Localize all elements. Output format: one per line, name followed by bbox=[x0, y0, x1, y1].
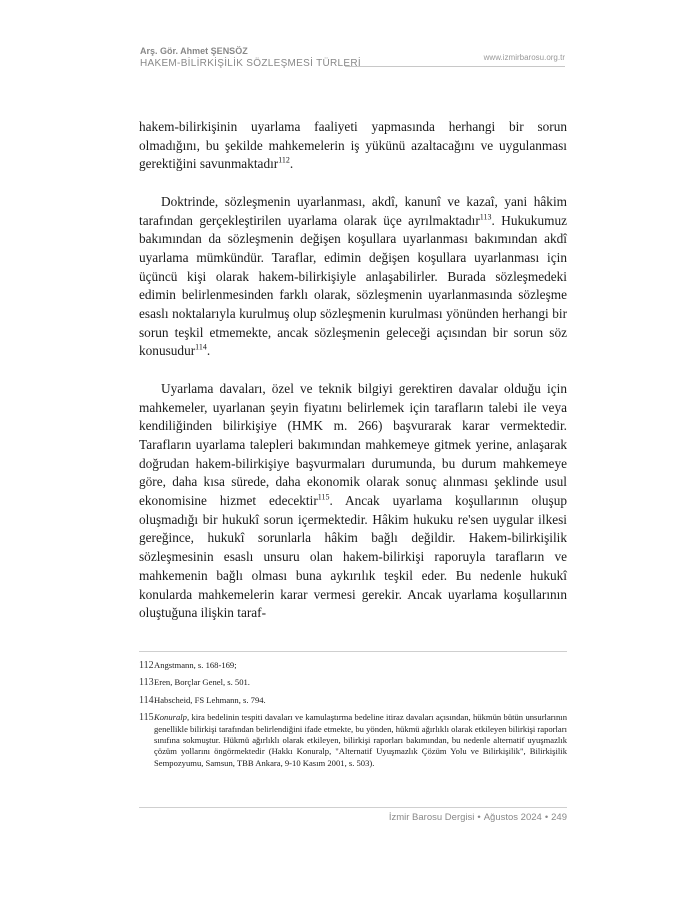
footnote-112 bbox=[139, 660, 567, 671]
footnote-number: 114 bbox=[139, 694, 154, 706]
footnote-text: Angstmann, s. 168-169; bbox=[154, 660, 237, 670]
footnote-113 bbox=[139, 677, 567, 688]
page-number: 249 bbox=[551, 812, 567, 823]
footnote-115 bbox=[139, 712, 567, 769]
footnote-ref[interactable]: 113 bbox=[479, 212, 492, 222]
footer-separator: • bbox=[544, 812, 549, 823]
footnote-divider bbox=[139, 651, 567, 652]
paragraph-text: Uyarlama davaları, özel ve teknik bilgiyi gerektiren davalar olduğu için mahkemeler, uyarlanan şeyin fiyatını belirlemek için tarafların talebi ile veya kendiliğinden bilirkişiye (HMK m. 266) başvurarak karar vermektedir. Tarafların uyarlama talepleri bakımından mahkemeye gitmek yerine, anlaşarak doğrudan hakem-bilirkişiye başvurmaları durumunda, bu durum mahkemeye göre, daha kısa sürede, daha ekonomik olarak sonuç alınması şeklinde usul ekonomisine hizmet edecektir bbox=[139, 380, 567, 509]
header-title: HAKEM-BİLİRKİŞİLİK SÖZLEŞMESİ TÜRLERİ bbox=[140, 58, 361, 69]
header-author: Arş. Gör. Ahmet ŞENSÖZ bbox=[140, 46, 248, 56]
paragraph-text: hakem-bilirkişinin uyarlama faaliyeti yapmasında herhangi bir sorun olmadığını, bu şekilde mahkemelerin iş yükünü azaltacağını ve uygulanması gerektiğini savunmaktadır bbox=[139, 119, 567, 172]
header-rule bbox=[345, 66, 565, 67]
footer-separator: • bbox=[477, 812, 481, 823]
paragraph-end: . bbox=[206, 343, 211, 359]
paragraph-text: . Hukukumuz bakımından da sözleşmenin değişen koşullara uyarlanması bakımından akdî uyarlama mümkündür. Taraflar, edimin değişen koşullara uyarlanması için üçüncü kişi olarak hakem-bilirkişiyle anlaşabilirler. Burada sözleşmedeki edimin belirlenmesinden farklı olarak, sözleşmenin uyarlanmasında sözleşme esaslı noktalarıyla kurulmuş olup sözleşmenin kurulması yönünden herhangi bir sorun teşkil etmemekte, ancak sözleşmenin geleceği açısından bir sorun söz konusudur bbox=[139, 212, 567, 359]
footnote-text: Habscheid, FS Lehmann, s. 794. bbox=[154, 694, 266, 705]
footnote-body: kira bedelinin tespiti davaları ve kamulaştırma bedeline itiraz davaları açısından, hükmün bütün unsurlarının genellikle bilirkişi tarafından belirlendiğini ifade etmekte, bu yönden, hükmü ağırlıklı olarak etkileyen bilirkişi raporları sınıfına sokmuştur. Hükmü ağırlıklı olarak etkileyen, bilirkişi raporları bakımından, bu nedenle alternatif uyuşmazlık çözüm yollarını öngörmektedir (Hakkı Konuralp, "Alternatif Uyuşmazlık Çözüm Yolu ve Bilirkişilik", Bilirkişilik Sempozyumu, Samsun, TBB Ankara, 9-10 Kasım 2001, s. 503). bbox=[154, 712, 567, 768]
body-text bbox=[139, 118, 567, 642]
footnote-text: Eren, Borçlar Genel, s. 501. bbox=[154, 677, 250, 688]
footnote-ref[interactable]: 112 bbox=[278, 155, 290, 165]
paragraph-text: Doktrinde, sözleşmenin uyarlanması, akdî, kanunî ve kazaî, yani hâkim tarafından gerçekleştirilen uyarlama olarak üçe ayrılmaktadır bbox=[139, 193, 567, 228]
paragraph-end: . bbox=[289, 156, 294, 172]
footnote-text bbox=[154, 712, 567, 769]
footnote-ref[interactable]: 114 bbox=[195, 343, 207, 352]
footer-divider bbox=[139, 807, 567, 808]
footnotes bbox=[139, 660, 567, 775]
footnote-ref[interactable]: 115 bbox=[317, 492, 330, 502]
footnote-number: 113 bbox=[139, 677, 154, 689]
footnote-number: 115 bbox=[139, 712, 154, 724]
footnote-114 bbox=[139, 695, 567, 706]
paragraph-1 bbox=[139, 118, 567, 174]
journal-name: İzmir Barosu Dergisi bbox=[388, 812, 475, 823]
footnote-author: Konuralp, bbox=[154, 712, 190, 723]
paragraph-3 bbox=[139, 380, 567, 623]
issue-date: Ağustos 2024 bbox=[483, 812, 542, 823]
page-footer bbox=[389, 812, 567, 823]
footnote-number: 112 bbox=[139, 660, 154, 671]
header-website[interactable]: www.izmirbarosu.org.tr bbox=[483, 53, 565, 62]
paragraph-text: . Ancak uyarlama koşullarının oluşup oluşmadığı bir hukukî sorun içermektedir. Hâkim hukuku re'sen uygular ilkesi gereğince, hukukî sorunlarla hâkim bağlı değildir. Hakem-bilirkişilik sözleşmesinin esaslı unsuru olan hakem-bilirkişi raporuyla tarafların ve mahkemenin bağlı olması buna aykırılık teşkil eder. Bu nedenle hukukî konularda mahkemelerin karar vermesi gerekir. Ancak uyarlama koşullarının oluştuğuna ilişkin taraf- bbox=[139, 493, 567, 621]
paragraph-2 bbox=[139, 193, 567, 361]
